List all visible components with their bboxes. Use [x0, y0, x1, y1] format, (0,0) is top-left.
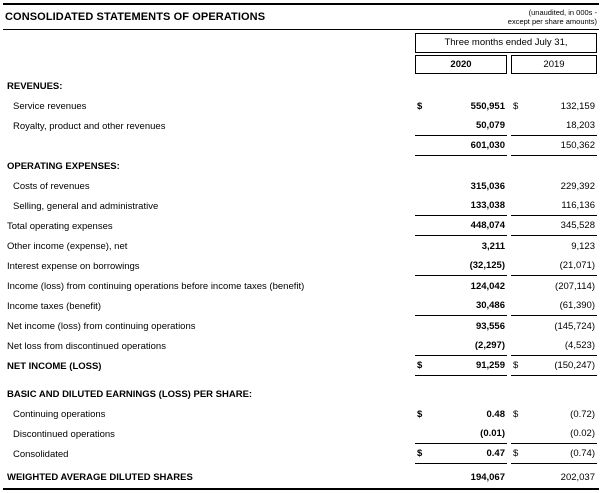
cell-value: 550,951: [470, 100, 505, 112]
dollar-sign: $: [417, 408, 423, 420]
value-cell-2020: [415, 217, 507, 236]
value-cell-2019: [511, 385, 597, 404]
cell-value: 150,362: [560, 140, 595, 151]
right-padding: [597, 196, 602, 216]
value-cell-2020: [415, 257, 507, 276]
period-header: Three months ended July 31,: [415, 33, 597, 53]
cell-value: (32,125): [469, 260, 505, 271]
row-label: Consolidated: [13, 448, 69, 460]
row-label: Net loss from discontinued operations: [7, 340, 166, 352]
value-cell-2020: [415, 237, 507, 256]
value-cell-2019: [511, 237, 597, 256]
table-row: [0, 296, 602, 316]
table-row: [0, 96, 602, 116]
cell-value: 91,259: [475, 360, 505, 371]
value-cell-2019: [511, 137, 597, 156]
row-label: Net income (loss) from continuing operations: [7, 320, 196, 332]
value-cell-2020: [415, 97, 507, 116]
right-padding: [597, 276, 602, 296]
column-header-2020: 2020: [415, 55, 507, 74]
units-note-line1: (unaudited, in 000s -: [528, 7, 597, 17]
dollar-sign: $: [513, 360, 519, 371]
statement-table: [0, 76, 602, 487]
table-row: [0, 136, 602, 156]
table-row: [0, 404, 602, 424]
cell-value: (0.74): [570, 448, 595, 459]
row-label: Costs of revenues: [13, 180, 90, 192]
value-cell-2020: [415, 77, 507, 96]
value-cell-2020: [415, 445, 507, 464]
right-padding: [597, 256, 602, 276]
value-cell-2019: [511, 217, 597, 236]
cell-value: 18,203: [565, 120, 595, 131]
table-row: [0, 356, 602, 376]
column-headers: [0, 33, 602, 76]
value-cell-2019: [511, 405, 597, 424]
right-padding: [597, 136, 602, 156]
table-row: [0, 424, 602, 444]
row-label: WEIGHTED AVERAGE DILUTED SHARES: [7, 471, 193, 483]
cell-value: 30,486: [475, 300, 505, 311]
right-padding: [597, 467, 602, 487]
cell-value: (0.01): [480, 428, 505, 439]
dollar-sign: $: [417, 448, 423, 459]
right-padding: [597, 316, 602, 336]
value-cell-2020: [415, 405, 507, 424]
units-note: [508, 8, 597, 27]
right-padding: [597, 236, 602, 256]
table-row: [0, 176, 602, 196]
cell-value: 93,556: [475, 320, 505, 332]
value-cell-2020: [415, 357, 507, 376]
value-cell-2020: [415, 197, 507, 216]
value-cell-2020: [415, 468, 507, 487]
dollar-sign: $: [513, 448, 519, 459]
right-padding: [597, 116, 602, 136]
cell-value: (21,071): [559, 260, 595, 271]
cell-value: (4,523): [564, 340, 595, 351]
table-row: [0, 156, 602, 176]
value-cell-2020: [415, 277, 507, 296]
value-cell-2020: [415, 317, 507, 336]
right-padding: [597, 156, 602, 176]
cell-value: 601,030: [470, 140, 505, 151]
value-cell-2019: [511, 97, 597, 116]
value-cell-2020: [415, 297, 507, 316]
row-label: BASIC AND DILUTED EARNINGS (LOSS) PER SHARE:: [7, 388, 253, 400]
dollar-sign: $: [513, 100, 519, 112]
value-cell-2019: [511, 357, 597, 376]
value-cell-2020: [415, 337, 507, 356]
row-label: Continuing operations: [13, 408, 106, 420]
right-padding: [597, 336, 602, 356]
value-cell-2020: [415, 157, 507, 176]
cell-value: (145,724): [554, 320, 595, 332]
cell-value: 202,037: [560, 471, 595, 483]
right-padding: [597, 96, 602, 116]
value-cell-2019: [511, 337, 597, 356]
table-row: [0, 316, 602, 336]
cell-value: 116,136: [561, 200, 595, 211]
right-padding: [597, 356, 602, 376]
cell-value: 132,159: [560, 100, 595, 112]
value-cell-2020: [415, 117, 507, 136]
row-label: Selling, general and administrative: [13, 200, 159, 212]
right-padding: [597, 384, 602, 404]
row-label: OPERATING EXPENSES:: [7, 160, 120, 172]
value-cell-2019: [511, 297, 597, 316]
cell-value: 0.48: [486, 408, 505, 420]
row-label: Royalty, product and other revenues: [13, 120, 166, 132]
table-row: [0, 336, 602, 356]
value-cell-2019: [511, 445, 597, 464]
right-padding: [597, 444, 602, 464]
right-padding: [597, 176, 602, 196]
row-label: Income taxes (benefit): [7, 300, 101, 312]
page-title: CONSOLIDATED STATEMENTS OF OPERATIONS: [5, 11, 266, 23]
row-label: Service revenues: [13, 100, 87, 112]
cell-value: 448,074: [470, 220, 505, 231]
row-label: Interest expense on borrowings: [7, 260, 140, 272]
right-padding: [597, 296, 602, 316]
value-cell-2019: [511, 277, 597, 296]
value-cell-2020: [415, 385, 507, 404]
bottom-divider: [3, 488, 599, 490]
dollar-sign: $: [417, 360, 423, 371]
cell-value: 133,038: [470, 200, 505, 211]
table-row: [0, 256, 602, 276]
row-label: Total operating expenses: [7, 220, 113, 232]
table-row: [0, 444, 602, 464]
row-label: Income (loss) from continuing operations before income taxes (benefit): [7, 280, 305, 292]
cell-value: (0.72): [570, 408, 595, 420]
value-cell-2019: [511, 468, 597, 487]
row-label: Discontinued operations: [13, 428, 115, 440]
value-cell-2019: [511, 425, 597, 444]
table-row: [0, 76, 602, 96]
cell-value: 0.47: [486, 448, 505, 459]
cell-value: (0.02): [570, 428, 595, 439]
right-padding: [597, 404, 602, 424]
units-note-line2: except per share amounts): [507, 17, 597, 26]
table-row: [0, 216, 602, 236]
cell-value: (207,114): [555, 280, 595, 292]
value-cell-2019: [511, 317, 597, 336]
value-cell-2019: [511, 77, 597, 96]
cell-value: (61,390): [559, 300, 595, 311]
value-cell-2020: [415, 177, 507, 196]
table-row: [0, 196, 602, 216]
table-row: [0, 467, 602, 487]
cell-value: 345,528: [560, 220, 595, 231]
cell-value: 194,067: [470, 471, 505, 483]
value-cell-2019: [511, 197, 597, 216]
table-row: [0, 384, 602, 404]
cell-value: (150,247): [554, 360, 595, 371]
cell-value: 315,036: [470, 180, 505, 192]
title-bar: [3, 5, 599, 30]
cell-value: 124,042: [470, 280, 505, 292]
cell-value: 9,123: [571, 240, 595, 252]
row-label: Other income (expense), net: [7, 240, 128, 252]
column-header-2019: 2019: [511, 55, 597, 74]
row-label: NET INCOME (LOSS): [7, 360, 102, 372]
row-label: REVENUES:: [7, 80, 63, 92]
value-cell-2019: [511, 257, 597, 276]
right-padding: [597, 424, 602, 444]
table-row: [0, 236, 602, 256]
cell-value: 229,392: [560, 180, 595, 192]
dollar-sign: $: [513, 408, 519, 420]
value-cell-2020: [415, 137, 507, 156]
value-cell-2019: [511, 117, 597, 136]
cell-value: 3,211: [481, 240, 505, 252]
value-cell-2019: [511, 157, 597, 176]
value-cell-2020: [415, 425, 507, 444]
right-padding: [597, 76, 602, 96]
right-padding: [597, 216, 602, 236]
value-cell-2019: [511, 177, 597, 196]
table-row: [0, 276, 602, 296]
cell-value: (2,297): [474, 340, 505, 351]
dollar-sign: $: [417, 100, 423, 112]
table-row: [0, 116, 602, 136]
cell-value: 50,079: [475, 120, 505, 131]
